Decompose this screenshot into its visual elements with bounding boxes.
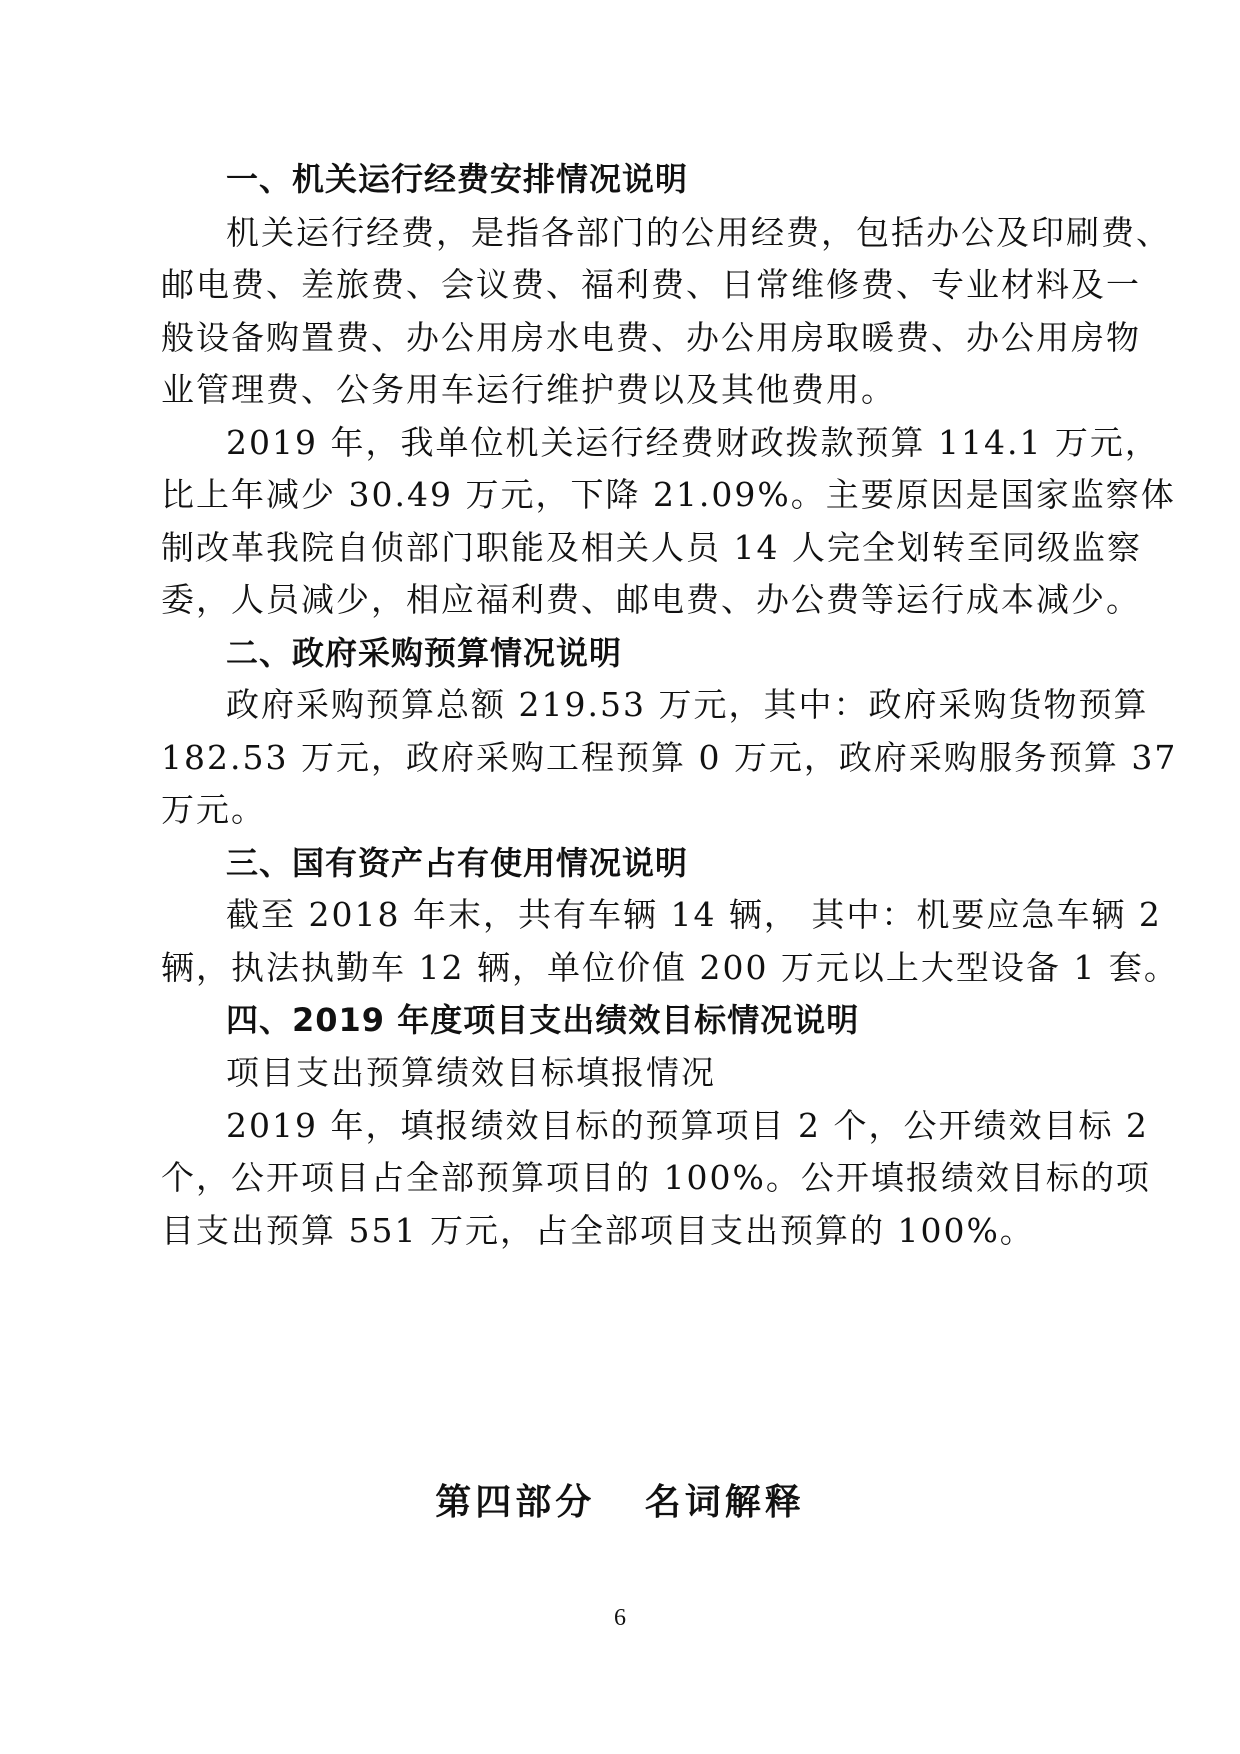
paragraph-line: 机关运行经费，是指各部门的公用经费，包括办公及印刷费、 <box>226 213 1171 252</box>
paragraph-line: 制改革我院自侦部门职能及相关人员 14 人完全划转至同级监察 <box>161 528 1142 567</box>
paragraph-line: 般设备购置费、办公用房水电费、办公用房取暖费、办公用房物 <box>161 318 1141 357</box>
page-number: 6 <box>614 1605 626 1631</box>
paragraph-line: 个，公开项目占全部预算项目的 100%。公开填报绩效目标的项 <box>161 1158 1151 1197</box>
paragraph-line: 业管理费、公务用车运行维护费以及其他费用。 <box>161 370 896 409</box>
section-heading-2: 二、政府采购预算情况说明 <box>226 634 623 672</box>
section-heading-4: 四、2019 年度项目支出绩效目标情况说明 <box>226 1001 860 1039</box>
paragraph-line: 截至 2018 年末，共有车辆 14 辆， 其中：机要应急车辆 2 <box>226 895 1162 934</box>
section-subheading: 项目支出预算绩效目标填报情况 <box>226 1053 716 1092</box>
paragraph-line: 2019 年，我单位机关运行经费财政拨款预算 114.1 万元， <box>226 423 1160 462</box>
section-heading-3: 三、国有资产占有使用情况说明 <box>226 844 689 882</box>
paragraph-line: 目支出预算 551 万元，占全部项目支出预算的 100%。 <box>161 1211 1035 1250</box>
part-title: 第四部分 名词解释 <box>435 1481 805 1523</box>
paragraph-line: 2019 年，填报绩效目标的预算项目 2 个，公开绩效目标 2 <box>226 1106 1149 1145</box>
paragraph-line: 182.53 万元，政府采购工程预算 0 万元，政府采购服务预算 37 <box>161 738 1178 777</box>
paragraph-line: 比上年减少 30.49 万元，下降 21.09%。主要原因是国家监察体 <box>161 475 1176 514</box>
section-heading-1: 一、机关运行经费安排情况说明 <box>226 160 689 198</box>
paragraph-line: 邮电费、差旅费、会议费、福利费、日常维修费、专业材料及一 <box>161 265 1141 304</box>
paragraph-line: 政府采购预算总额 219.53 万元，其中：政府采购货物预算 <box>226 685 1149 724</box>
paragraph-line: 委，人员减少，相应福利费、邮电费、办公费等运行成本减少。 <box>161 580 1141 619</box>
paragraph-line: 万元。 <box>161 790 266 829</box>
paragraph-line: 辆，执法执勤车 12 辆，单位价值 200 万元以上大型设备 1 套。 <box>161 948 1179 987</box>
